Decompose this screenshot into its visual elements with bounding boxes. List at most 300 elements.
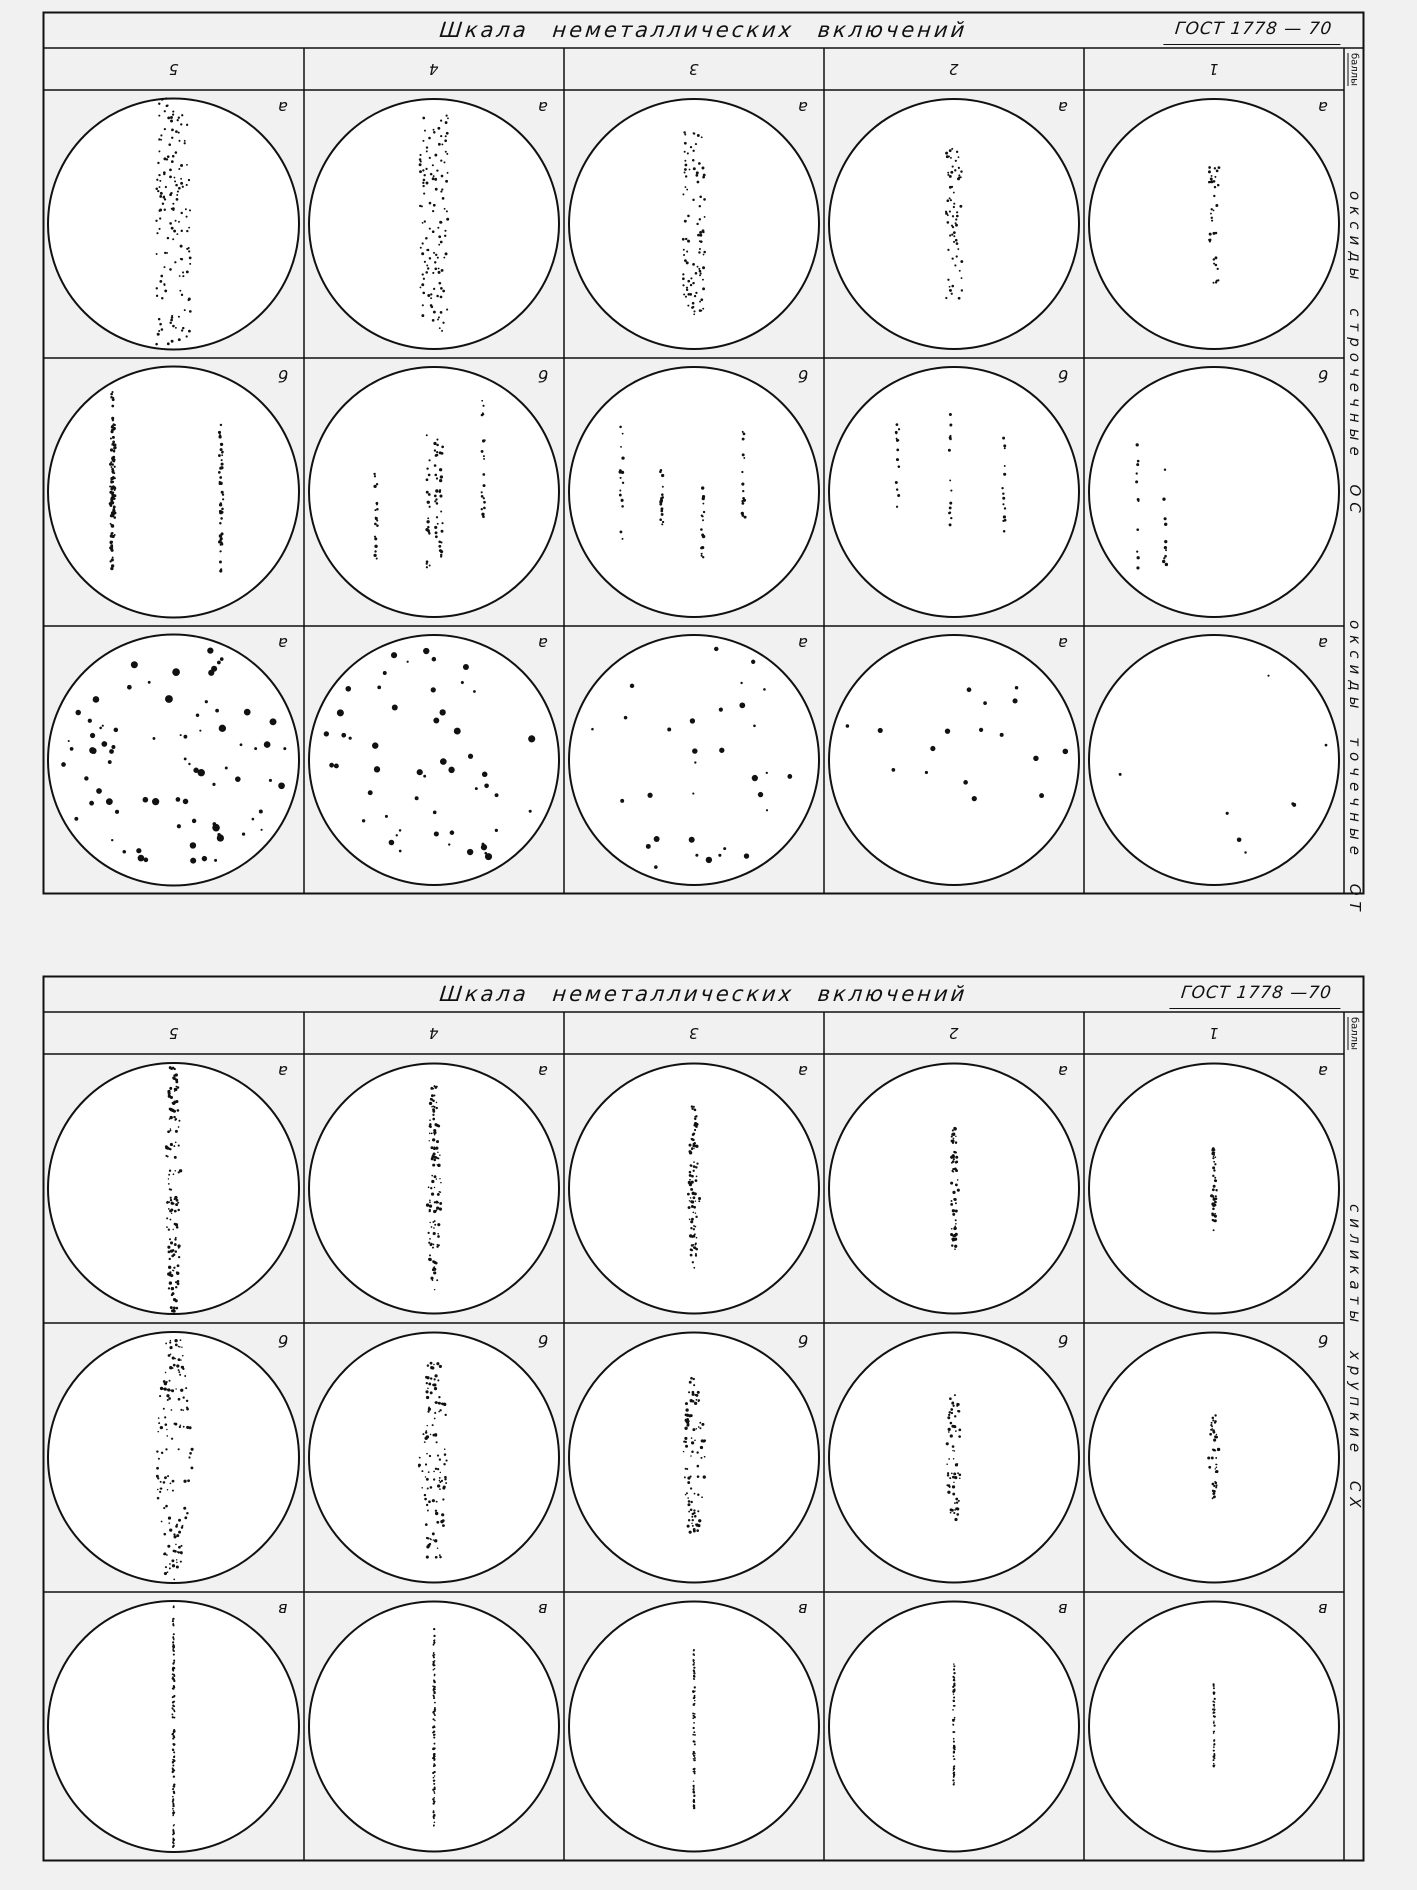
inclusion	[175, 184, 178, 187]
inclusion	[199, 730, 201, 732]
inclusion	[173, 1145, 175, 1147]
inclusion	[956, 215, 959, 218]
inclusion	[334, 763, 339, 768]
inclusion	[438, 235, 441, 238]
inclusion	[1211, 208, 1213, 210]
inclusion	[164, 1476, 167, 1479]
inclusion	[172, 1796, 174, 1798]
inclusion	[432, 210, 434, 212]
inclusion	[954, 1518, 957, 1521]
row-letter: в	[1318, 1600, 1328, 1619]
inclusion	[430, 1377, 432, 1379]
inclusion	[895, 481, 898, 484]
inclusion	[178, 1448, 180, 1450]
inclusion	[1215, 1484, 1217, 1486]
inclusion	[955, 1233, 958, 1236]
inclusion	[958, 167, 960, 169]
inclusion	[172, 1788, 173, 1789]
inclusion	[432, 1772, 434, 1774]
inclusion	[442, 1524, 445, 1527]
inclusion	[173, 1650, 175, 1652]
inclusion	[220, 448, 223, 451]
inclusion	[93, 696, 100, 703]
inclusion	[1164, 540, 1167, 543]
inclusion	[1039, 793, 1044, 798]
inclusion	[685, 1408, 688, 1411]
inclusion	[178, 338, 181, 341]
inclusion	[952, 1209, 955, 1212]
inclusion	[433, 1106, 435, 1108]
inclusion	[433, 1736, 435, 1738]
micrograph-field	[1089, 1064, 1339, 1314]
inclusion	[166, 1554, 168, 1556]
inclusion	[337, 710, 341, 714]
inclusion	[438, 1244, 440, 1246]
inclusion	[172, 1480, 175, 1483]
inclusion	[177, 119, 179, 121]
inclusion	[694, 1759, 696, 1761]
inclusion	[1213, 1750, 1215, 1752]
inclusion	[156, 801, 158, 803]
inclusion	[686, 1492, 688, 1494]
inclusion	[446, 132, 449, 135]
inclusion	[426, 434, 428, 436]
inclusion	[168, 143, 171, 146]
inclusion	[693, 1800, 695, 1802]
inclusion	[173, 1654, 175, 1656]
inclusion	[742, 490, 744, 492]
inclusion	[99, 727, 102, 730]
inclusion	[697, 181, 700, 184]
inclusion	[155, 220, 157, 222]
inclusion	[167, 1388, 170, 1391]
inclusion	[718, 854, 721, 857]
inclusion	[693, 1378, 695, 1380]
inclusion	[621, 499, 624, 502]
inclusion	[437, 1157, 439, 1159]
inclusion	[167, 237, 169, 239]
inclusion	[1213, 1704, 1215, 1706]
inclusion	[948, 1428, 951, 1431]
inclusion	[700, 1446, 703, 1449]
inclusion	[685, 1441, 687, 1443]
micrograph-field	[569, 635, 819, 885]
inclusion	[432, 1243, 434, 1245]
inclusion	[188, 227, 190, 229]
inclusion	[700, 272, 702, 274]
inclusion	[438, 1396, 440, 1398]
field-circle	[48, 1332, 299, 1583]
inclusion	[446, 210, 448, 212]
inclusion	[439, 549, 442, 552]
inclusion	[423, 278, 425, 280]
inclusion	[446, 153, 448, 155]
inclusion	[156, 1450, 158, 1452]
inclusion	[952, 1779, 954, 1781]
inclusion	[1003, 473, 1006, 476]
inclusion	[156, 232, 158, 234]
inclusion	[432, 1384, 435, 1387]
inclusion	[159, 323, 162, 326]
inclusion	[161, 1452, 163, 1454]
inclusion	[483, 507, 486, 510]
inclusion	[686, 250, 688, 252]
inclusion	[432, 1114, 434, 1116]
inclusion	[329, 763, 334, 768]
inclusion	[443, 1463, 445, 1465]
inclusion	[173, 1639, 174, 1640]
inclusion	[427, 517, 429, 519]
inclusion	[157, 1477, 159, 1479]
inclusion	[168, 1516, 171, 1519]
inclusion	[691, 1148, 693, 1150]
inclusion	[1212, 1175, 1214, 1177]
inclusion	[169, 322, 171, 324]
row-letter: в	[798, 1600, 808, 1619]
inclusion	[433, 1697, 435, 1699]
inclusion	[702, 519, 704, 521]
inclusion	[436, 1501, 438, 1503]
micrograph-field	[829, 635, 1079, 885]
inclusion	[1063, 749, 1069, 755]
inclusion	[1136, 463, 1139, 466]
inclusion	[173, 1825, 174, 1826]
inclusion	[685, 164, 688, 167]
inclusion	[173, 1579, 175, 1581]
inclusion	[376, 502, 379, 505]
inclusion	[169, 176, 172, 179]
inclusion	[694, 1715, 695, 1716]
inclusion	[1012, 698, 1017, 703]
inclusion	[173, 1680, 175, 1682]
inclusion	[170, 119, 173, 122]
inclusion	[953, 1458, 955, 1460]
inclusion	[744, 516, 747, 519]
inclusion	[619, 426, 622, 429]
inclusion	[949, 423, 952, 426]
inclusion	[440, 475, 443, 478]
inclusion	[436, 444, 439, 447]
inclusion	[437, 1233, 439, 1235]
inclusion	[426, 1382, 428, 1384]
inclusion	[1137, 556, 1140, 559]
micrograph-field	[1089, 635, 1339, 885]
inclusion	[374, 509, 376, 511]
inclusion	[178, 1519, 181, 1522]
inclusion	[485, 853, 492, 860]
inclusion	[434, 1792, 436, 1794]
inclusion	[260, 829, 262, 831]
inclusion	[430, 1486, 433, 1489]
inclusion	[1212, 1208, 1215, 1211]
inclusion	[220, 517, 223, 520]
inclusion	[955, 224, 958, 227]
inclusion	[1164, 555, 1167, 558]
inclusion	[111, 463, 114, 466]
inclusion	[953, 1665, 955, 1667]
inclusion	[693, 1228, 695, 1230]
inclusion	[169, 1341, 171, 1343]
inclusion	[432, 1424, 434, 1426]
inclusion	[693, 1509, 695, 1511]
inclusion	[699, 301, 701, 303]
inclusion	[174, 1119, 176, 1121]
inclusion	[693, 1722, 695, 1724]
inclusion	[180, 212, 182, 214]
inclusion	[184, 1516, 187, 1519]
inclusion	[898, 465, 901, 468]
inclusion	[694, 1226, 696, 1228]
inclusion	[955, 239, 958, 242]
inclusion	[164, 110, 166, 112]
inclusion	[692, 1513, 694, 1515]
inclusion	[955, 1210, 958, 1213]
inclusion	[219, 539, 221, 541]
inclusion	[113, 485, 115, 487]
inclusion	[432, 1279, 434, 1281]
inclusion	[689, 1179, 691, 1181]
inclusion	[692, 1400, 695, 1403]
inclusion	[1212, 1448, 1214, 1450]
inclusion	[159, 1395, 161, 1397]
inclusion	[483, 484, 486, 487]
inclusion	[435, 1510, 437, 1512]
inclusion	[693, 1787, 694, 1788]
inclusion	[422, 140, 424, 142]
inclusion	[693, 1672, 695, 1674]
inclusion	[219, 482, 222, 485]
inclusion	[173, 1535, 176, 1538]
inclusion-scale-sheet-1	[43, 12, 1364, 917]
inclusion	[433, 1662, 435, 1664]
inclusion	[434, 1821, 436, 1823]
inclusion	[689, 837, 695, 843]
inclusion	[374, 523, 377, 526]
inclusion	[423, 775, 426, 778]
inclusion	[434, 474, 437, 477]
inclusion	[1015, 686, 1018, 689]
inclusion	[173, 1116, 175, 1118]
inclusion	[952, 1405, 954, 1407]
inclusion	[165, 1423, 168, 1426]
micrograph-field	[569, 1602, 819, 1852]
inclusion	[220, 543, 223, 546]
inclusion	[688, 1511, 690, 1513]
inclusion	[958, 1429, 961, 1432]
inclusion	[949, 197, 951, 199]
inclusion	[686, 1468, 688, 1470]
inclusion	[172, 1663, 174, 1665]
inclusion	[695, 1244, 697, 1246]
inclusion	[696, 1394, 699, 1397]
inclusion	[176, 233, 178, 235]
inclusion	[1212, 1419, 1214, 1421]
inclusion	[946, 1484, 948, 1486]
inclusion	[441, 330, 443, 332]
inclusion	[170, 1087, 172, 1089]
inclusion	[951, 1136, 953, 1138]
inclusion	[399, 850, 402, 853]
inclusion	[422, 169, 424, 171]
inclusion	[682, 193, 684, 195]
inclusion	[698, 1519, 701, 1522]
inclusion	[950, 1422, 953, 1425]
inclusion	[169, 1563, 171, 1565]
inclusion	[482, 515, 485, 518]
inclusion	[1210, 1429, 1212, 1431]
inclusion	[432, 1110, 435, 1113]
inclusion	[694, 1757, 696, 1759]
row-letter: а	[798, 1062, 808, 1081]
inclusion	[175, 1203, 178, 1206]
inclusion	[428, 1242, 430, 1244]
row-letter: а	[798, 98, 808, 117]
inclusion	[949, 234, 951, 236]
inclusion	[433, 1153, 436, 1156]
inclusion	[362, 819, 365, 822]
inclusion	[173, 1839, 175, 1841]
column-score-5: 5	[168, 1024, 179, 1042]
inclusion	[168, 1522, 170, 1524]
inclusion	[180, 164, 183, 167]
inclusion	[174, 1170, 176, 1172]
inclusion	[955, 1498, 958, 1501]
inclusion	[61, 762, 66, 767]
inclusion	[437, 1235, 440, 1238]
inclusion	[189, 1452, 192, 1455]
inclusion	[188, 1456, 190, 1458]
inclusion	[481, 513, 484, 516]
inclusion	[170, 116, 173, 119]
inclusion	[444, 1453, 446, 1455]
inclusion	[173, 1646, 175, 1648]
inclusion	[68, 740, 70, 742]
inclusion	[426, 1396, 429, 1399]
inclusion	[163, 283, 165, 285]
inclusion	[435, 489, 438, 492]
inclusion	[646, 844, 651, 849]
inclusion	[690, 1508, 693, 1511]
inclusion	[166, 252, 168, 254]
inclusion	[175, 1525, 178, 1528]
inclusion	[434, 1418, 436, 1420]
inclusion	[692, 748, 697, 753]
inclusion	[178, 1358, 181, 1361]
inclusion	[218, 471, 221, 474]
inclusion	[696, 223, 698, 225]
inclusion	[165, 97, 167, 99]
inclusion	[437, 1468, 439, 1470]
inclusion	[174, 1088, 177, 1091]
inclusion	[441, 1480, 443, 1482]
inclusion	[688, 1181, 691, 1184]
inclusion	[433, 1711, 435, 1713]
inclusion	[1004, 447, 1006, 449]
inclusion	[433, 1159, 436, 1162]
inclusion	[435, 1401, 438, 1404]
inclusion	[846, 724, 850, 728]
inclusion	[158, 150, 160, 152]
inclusion	[176, 1559, 177, 1560]
inclusion	[178, 221, 180, 223]
inclusion	[429, 1258, 432, 1261]
inclusion	[177, 1209, 179, 1211]
inclusion	[184, 1375, 186, 1377]
inclusion	[951, 1228, 953, 1230]
inclusion	[1208, 1466, 1211, 1469]
inclusion	[948, 512, 951, 515]
inclusion	[683, 249, 685, 251]
inclusion	[699, 309, 702, 312]
inclusion	[1004, 465, 1006, 467]
inclusion	[221, 451, 223, 453]
inclusion	[169, 1380, 171, 1382]
row-letter: а	[538, 98, 548, 117]
inclusion	[697, 234, 700, 237]
inclusion	[1165, 563, 1168, 566]
inclusion	[1237, 837, 1242, 842]
inclusion	[1213, 1485, 1215, 1487]
inclusion	[433, 1644, 435, 1646]
inclusion	[158, 138, 160, 140]
inclusion	[694, 1678, 696, 1680]
inclusion	[436, 502, 439, 505]
inclusion	[1210, 178, 1213, 181]
inclusion	[113, 423, 115, 425]
inclusion	[957, 1189, 960, 1192]
inclusion	[706, 857, 712, 863]
inclusion	[695, 854, 698, 857]
inclusion	[694, 1118, 696, 1120]
inclusion	[169, 1346, 172, 1349]
inclusion	[183, 1480, 186, 1483]
inclusion	[689, 1151, 692, 1154]
inclusion	[173, 1686, 175, 1688]
inclusion	[687, 293, 690, 296]
inclusion	[182, 275, 184, 277]
inclusion	[484, 784, 489, 789]
inclusion	[434, 1747, 436, 1749]
inclusion	[692, 1519, 694, 1521]
inclusion	[429, 1455, 431, 1457]
inclusion	[682, 277, 685, 280]
inclusion	[391, 652, 397, 658]
row-letter: в	[278, 1600, 288, 1619]
inclusion	[684, 1476, 686, 1478]
inclusion	[427, 1487, 429, 1489]
inclusion	[1211, 217, 1213, 219]
inclusion	[157, 162, 159, 164]
inclusion	[175, 130, 178, 133]
inclusion	[958, 174, 960, 176]
inclusion	[481, 491, 483, 493]
inclusion	[950, 1182, 953, 1185]
inclusion	[178, 168, 180, 170]
inclusion	[1214, 1414, 1216, 1416]
inclusion	[172, 1696, 174, 1698]
inclusion	[684, 142, 687, 145]
inclusion	[172, 1830, 174, 1832]
inclusion	[949, 1411, 951, 1413]
inclusion	[434, 1801, 436, 1803]
inclusion	[1003, 530, 1005, 532]
inclusion	[430, 1538, 431, 1539]
inclusion	[437, 1548, 438, 1549]
inclusion	[431, 687, 436, 692]
inclusion	[693, 1791, 695, 1793]
inclusion	[164, 209, 166, 211]
inclusion	[690, 1220, 693, 1223]
